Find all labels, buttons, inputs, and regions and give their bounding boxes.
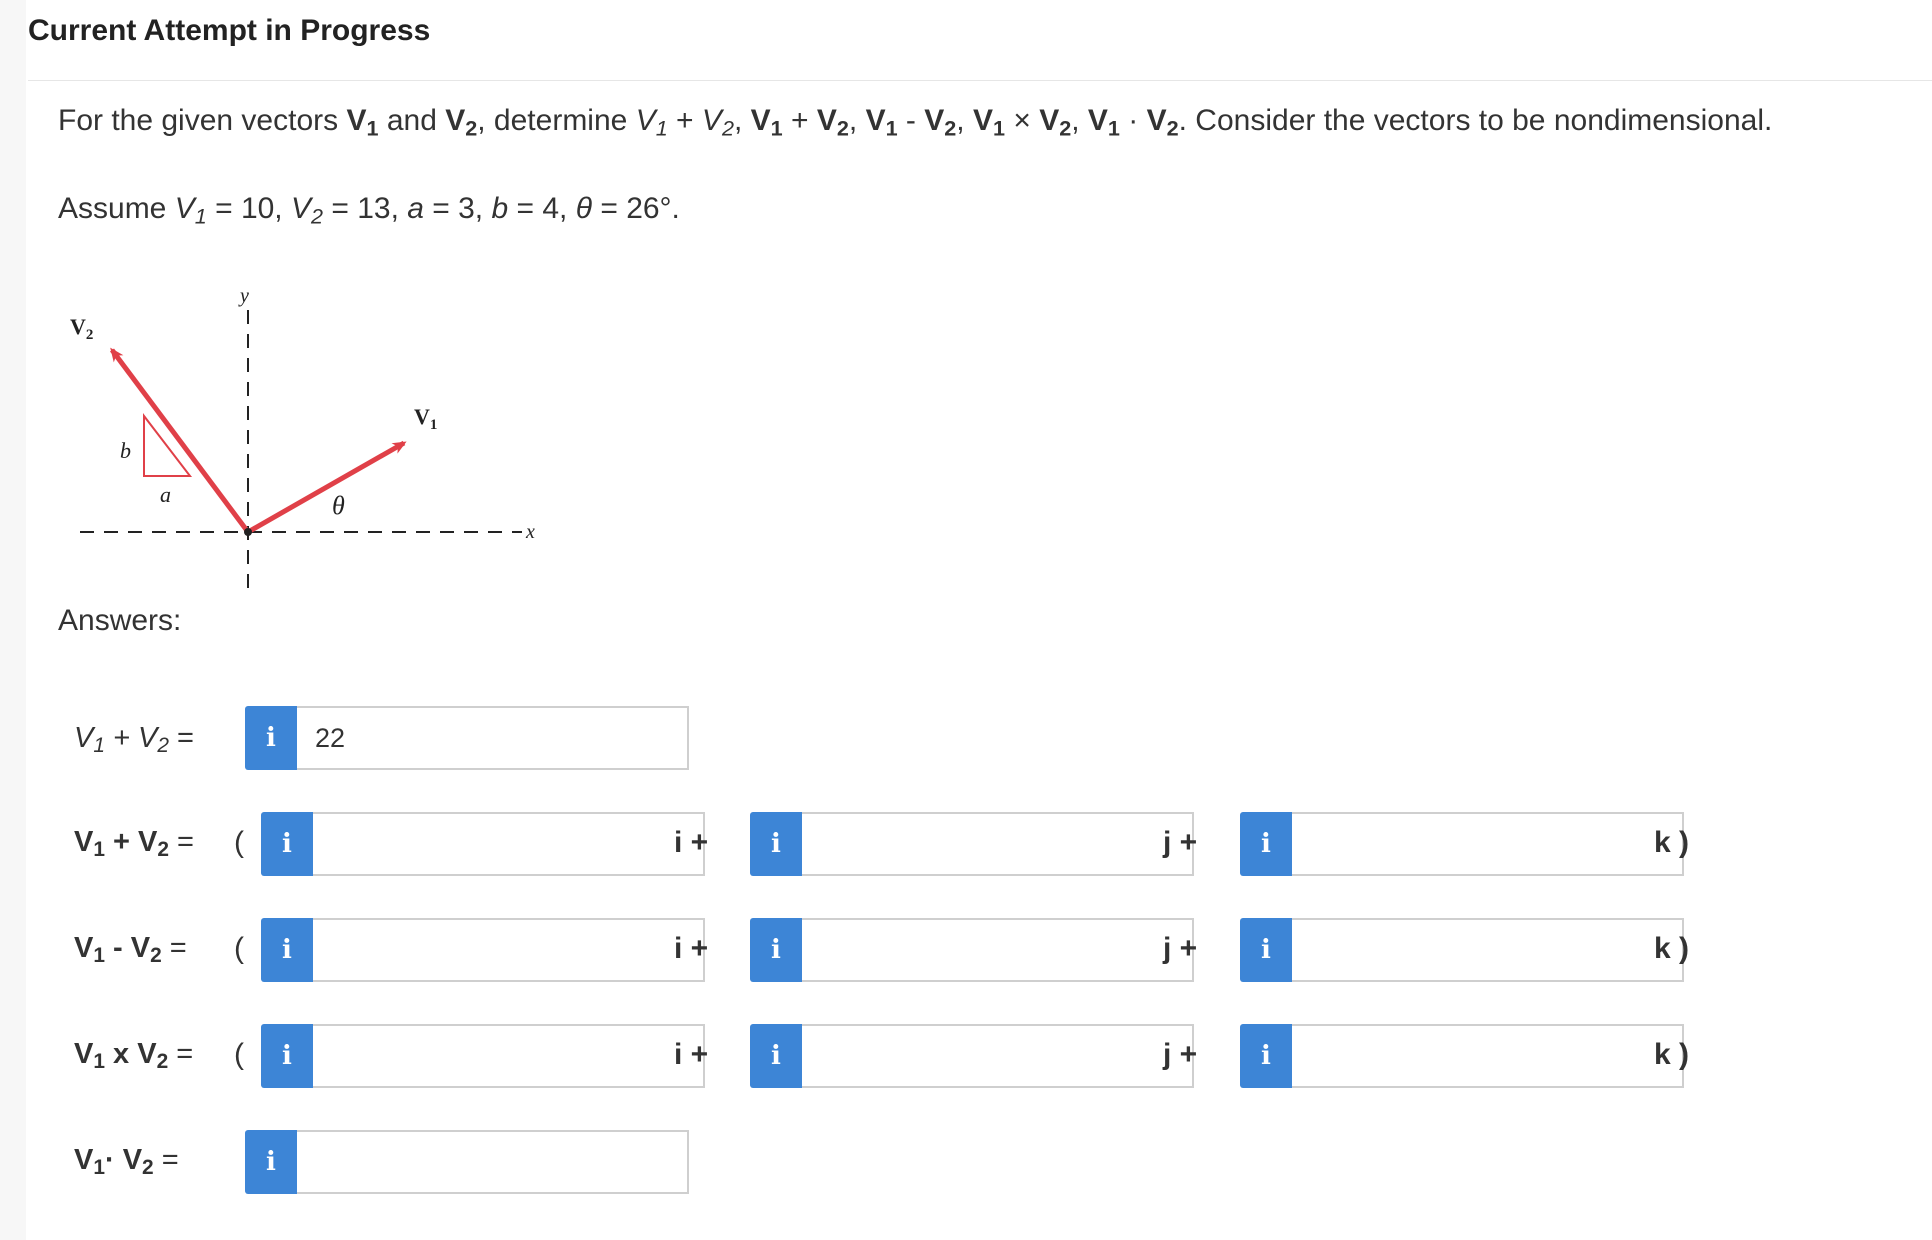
vector-v1-label: $V_1$ xyxy=(414,404,438,433)
info-icon[interactable]: i xyxy=(750,1024,802,1088)
info-icon[interactable]: i xyxy=(1240,918,1292,982)
question-statement: For the given vectors $V_1$ and $V_2$, determine $V_1 + V_2$, $V_1 + V_2$, $V_1 - V_2$, $V_1 \times V_2$, $V_1 \cdot V_2$. Consider the vectors to be nondimensional. xyxy=(58,104,1773,141)
vector-sum-k-input[interactable] xyxy=(1292,812,1684,876)
x-axis-label: x xyxy=(526,521,535,543)
left-margin-strip xyxy=(0,0,26,1240)
vector-cross-i-field xyxy=(261,1024,659,1088)
info-icon[interactable]: i xyxy=(750,812,802,876)
row-label-vector-cross: $V_1$ x $V_2$ = xyxy=(74,1038,194,1074)
row-label-vector-diff: $V_1 - V_2$ = xyxy=(74,932,187,968)
info-icon[interactable]: i xyxy=(245,706,297,770)
vector-cross-i-input[interactable] xyxy=(313,1024,705,1088)
unit-k-label: k ) xyxy=(1654,932,1690,965)
info-icon[interactable]: i xyxy=(1240,812,1292,876)
vector-cross-j-input[interactable] xyxy=(802,1024,1194,1088)
unit-j-label: j + xyxy=(1163,932,1198,965)
dot-product-input[interactable] xyxy=(297,1130,689,1194)
unit-i-label: i + xyxy=(674,826,709,859)
vector-diff-i-input[interactable] xyxy=(313,918,705,982)
triangle-label-b: b xyxy=(120,438,131,463)
vector-sum-i-field xyxy=(261,812,659,876)
info-icon[interactable]: i xyxy=(261,918,313,982)
vector-v2 xyxy=(112,350,248,532)
origin-point xyxy=(244,528,252,536)
info-icon[interactable]: i xyxy=(1240,1024,1292,1088)
info-icon[interactable]: i xyxy=(261,1024,313,1088)
info-icon[interactable]: i xyxy=(245,1130,297,1194)
row-label-vector-sum: $V_1 + V_2$ = xyxy=(74,826,194,862)
info-icon[interactable]: i xyxy=(261,812,313,876)
vector-cross-j-field xyxy=(750,1024,1148,1088)
open-paren: ( xyxy=(234,1038,244,1071)
vector-diff-j-field xyxy=(750,918,1148,982)
vector-sum-i-input[interactable] xyxy=(313,812,705,876)
unit-k-label: k ) xyxy=(1654,1038,1690,1071)
open-paren: ( xyxy=(234,826,244,859)
vector-diff-k-input[interactable] xyxy=(1292,918,1684,982)
answers-heading: Answers: xyxy=(58,604,182,637)
dot-product-field xyxy=(245,1130,643,1194)
triangle-label-a: a xyxy=(160,482,171,507)
info-icon[interactable]: i xyxy=(750,918,802,982)
unit-j-label: j + xyxy=(1163,826,1198,859)
scalar-sum-field xyxy=(245,706,643,770)
open-paren: ( xyxy=(234,932,244,965)
unit-j-label: j + xyxy=(1163,1038,1198,1071)
y-axis-label: y xyxy=(240,285,249,307)
unit-k-label: k ) xyxy=(1654,826,1690,859)
unit-i-label: i + xyxy=(674,1038,709,1071)
vector-diagram xyxy=(62,278,582,598)
row-label-vector-dot: $V_1\cdot V_2$ = xyxy=(74,1144,179,1180)
vector-v2-label: $V_2$ xyxy=(70,314,94,343)
vector-sum-j-field xyxy=(750,812,1148,876)
vector-diff-j-input[interactable] xyxy=(802,918,1194,982)
scalar-sum-input[interactable] xyxy=(297,706,689,770)
vector-sum-k-field xyxy=(1240,812,1638,876)
header-divider xyxy=(28,80,1932,81)
vector-sum-j-input[interactable] xyxy=(802,812,1194,876)
question-assumptions: Assume $V_1 = 10$, $V_2 = 13$, a = 3, b = 4, θ = 26°. xyxy=(58,192,680,229)
angle-theta-label: θ xyxy=(332,491,345,520)
vector-v1 xyxy=(248,443,404,532)
row-label-scalar-sum: $V_1 + V_2$ = xyxy=(74,722,194,758)
page-title: Current Attempt in Progress xyxy=(28,14,431,47)
vector-cross-k-field xyxy=(1240,1024,1638,1088)
vector-cross-k-input[interactable] xyxy=(1292,1024,1684,1088)
vector-diff-k-field xyxy=(1240,918,1638,982)
unit-i-label: i + xyxy=(674,932,709,965)
vector-diff-i-field xyxy=(261,918,659,982)
